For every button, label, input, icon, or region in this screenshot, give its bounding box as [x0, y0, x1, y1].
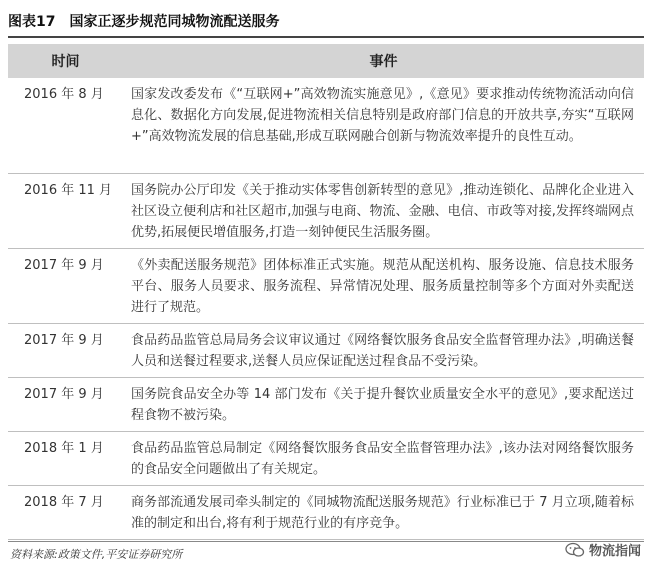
policy-table — [8, 44, 644, 540]
row-date: 2017 年 9 月 — [24, 258, 104, 273]
row-event: 国务院办公厅印发《关于推动实体零售创新转型的意见》,推动连锁化、品牌化企业进入社区设立便利店和社区超市,加强与电商、物流、金融、电信、市政等对接,发挥终端网点优势,拓展便民增值服务,打造一刻钟便民生活服务圈。 — [131, 183, 634, 240]
header-time: 时间 — [51, 54, 80, 70]
row-event: 国务院食品安全办等 14 部门发布《关于提升餐饮业质量安全水平的意见》,要求配送过程食物不被污染。 — [131, 387, 634, 423]
table-row — [8, 378, 644, 432]
footer-divider — [8, 541, 644, 542]
row-date: 2016 年 11 月 — [24, 183, 113, 198]
figure-label: 图表17 — [8, 14, 56, 30]
figure-title: 国家正逐步规范同城物流配送服务 — [69, 14, 280, 30]
row-event: 食品药品监管总局制定《网络餐饮服务食品安全监督管理办法》,该办法对网络餐饮服务的食品安全问题做出了有关规定。 — [131, 441, 634, 477]
source-note: 资料来源:政策文件,平安证券研究所 — [10, 548, 183, 561]
row-date: 2017 年 9 月 — [24, 333, 104, 348]
figure-title-bar — [8, 6, 644, 36]
table-row — [8, 432, 644, 486]
table-row — [8, 249, 644, 324]
table-row — [8, 174, 644, 249]
row-event: 食品药品监管总局局务会议审议通过《网络餐饮服务食品安全监督管理办法》,明确送餐人员和送餐过程要求,送餐人员应保证配送过程食品不受污染。 — [131, 333, 634, 369]
row-date: 2018 年 7 月 — [24, 495, 104, 510]
row-date: 2018 年 1 月 — [24, 441, 104, 456]
table-header — [8, 44, 644, 78]
row-event: 国家发改委发布《“互联网+”高效物流实施意见》,《意见》要求推动传统物流活动向信息化、数据化方向发展,促进物流相关信息特别是政府部门信息的开放共享,夯实“互联网+”高效物流发展的信息基础,形成互联网融合创新与物流效率提升的良性互动。 — [131, 87, 634, 144]
table-row — [8, 324, 644, 378]
wechat-icon — [565, 542, 585, 558]
title-divider — [8, 36, 644, 38]
watermark-text: 物流指闻 — [588, 544, 641, 559]
header-event: 事件 — [369, 54, 398, 70]
table-row — [8, 486, 644, 540]
row-date: 2016 年 8 月 — [24, 87, 104, 102]
watermark — [565, 540, 641, 559]
row-event: 商务部流通发展司牵头制定的《同城物流配送服务规范》行业标准已于 7 月立项,随着标准的制定和出台,将有利于规范行业的有序竞争。 — [131, 495, 634, 531]
row-event: 《外卖配送服务规范》团体标准正式实施。规范从配送机构、服务设施、信息技术服务平台、服务人员要求、服务流程、异常情况处理、服务质量控制等多个方面对外卖配送进行了规范。 — [131, 258, 634, 315]
row-date: 2017 年 9 月 — [24, 387, 104, 402]
table-row — [8, 78, 644, 174]
